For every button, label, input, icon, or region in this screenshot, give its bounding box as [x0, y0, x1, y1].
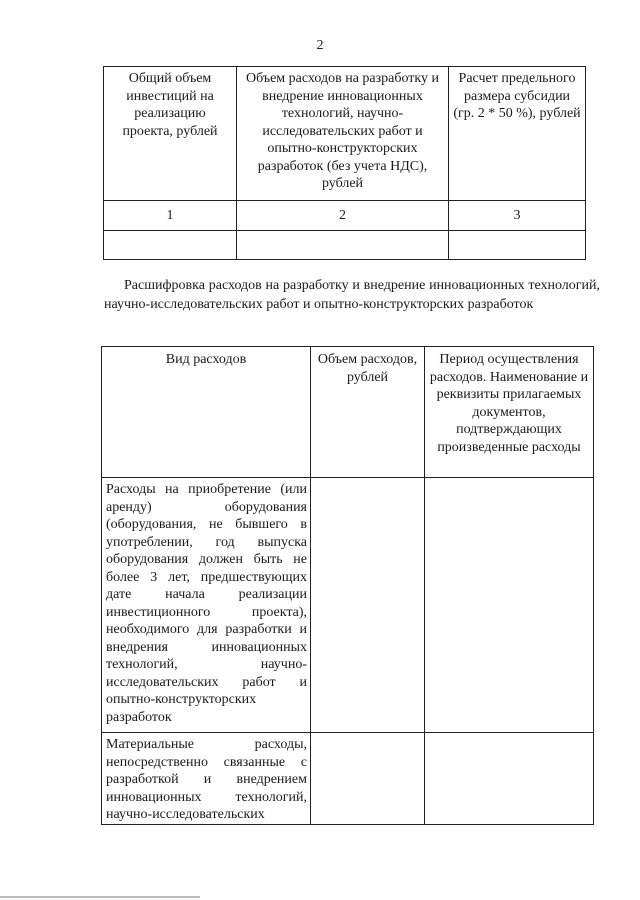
header-total-investment: Общий объем инвестиций на реализацию проекта, рублей — [104, 67, 237, 201]
column-number-2: 2 — [237, 201, 449, 231]
subsidy-calculation-cell — [449, 231, 586, 260]
total-investment-cell — [104, 231, 237, 260]
page-number: 2 — [316, 38, 324, 53]
expense-type-cell: Расходы на приобретение (или аренду) оборудования (оборудования, не бывшего в употреблении, год выпуска оборудования должен быть не более 3 лет, предшествующих дате начала реализации инвестиционного проекта), необходимого для разработки и внедрения инновационных технологий, научно-исследовательских работ и опытно-конструкторских разработок — [102, 478, 311, 733]
expense-breakdown-table — [101, 346, 594, 825]
header-subsidy-calculation: Расчет предельного размера субсидии (гр. 2 * 50 %), рублей — [449, 67, 586, 201]
expense-breakdown-title: Расшифровка расходов на разработку и внедрение инновационных технологий, научно-исследовательских работ и опытно-конструкторских разработок — [104, 278, 600, 312]
investment-summary-table — [103, 66, 586, 260]
header-expense-amount: Объем расходов, рублей — [311, 347, 425, 478]
scan-edge-line — [0, 896, 200, 898]
period-docs-cell — [425, 478, 594, 733]
expense-amount-cell — [311, 733, 425, 825]
header-period-and-documents: Период осуществления расходов. Наименование и реквизиты прилагаемых документов, подтверждающих произведенные расходы — [425, 347, 594, 478]
empty-data-row — [104, 231, 586, 260]
column-number-1: 1 — [104, 201, 237, 231]
table-row — [102, 478, 594, 733]
innovation-expenses-cell — [237, 231, 449, 260]
column-numbers-row — [104, 201, 586, 231]
table-header-row — [104, 67, 586, 201]
expense-type-cell: Материальные расходы, непосредственно связанные с разработкой и внедрением инновационных технологий, научно-исследовательских — [102, 733, 311, 825]
header-innovation-expenses: Объем расходов на разработку и внедрение инновационных технологий, научно-исследовательских работ и опытно-конструкторских разработок (без учета НДС), рублей — [237, 67, 449, 201]
table-header-row — [102, 347, 594, 478]
header-expense-type: Вид расходов — [102, 347, 311, 478]
expense-amount-cell — [311, 478, 425, 733]
period-docs-cell — [425, 733, 594, 825]
column-number-3: 3 — [449, 201, 586, 231]
table-row — [102, 733, 594, 825]
